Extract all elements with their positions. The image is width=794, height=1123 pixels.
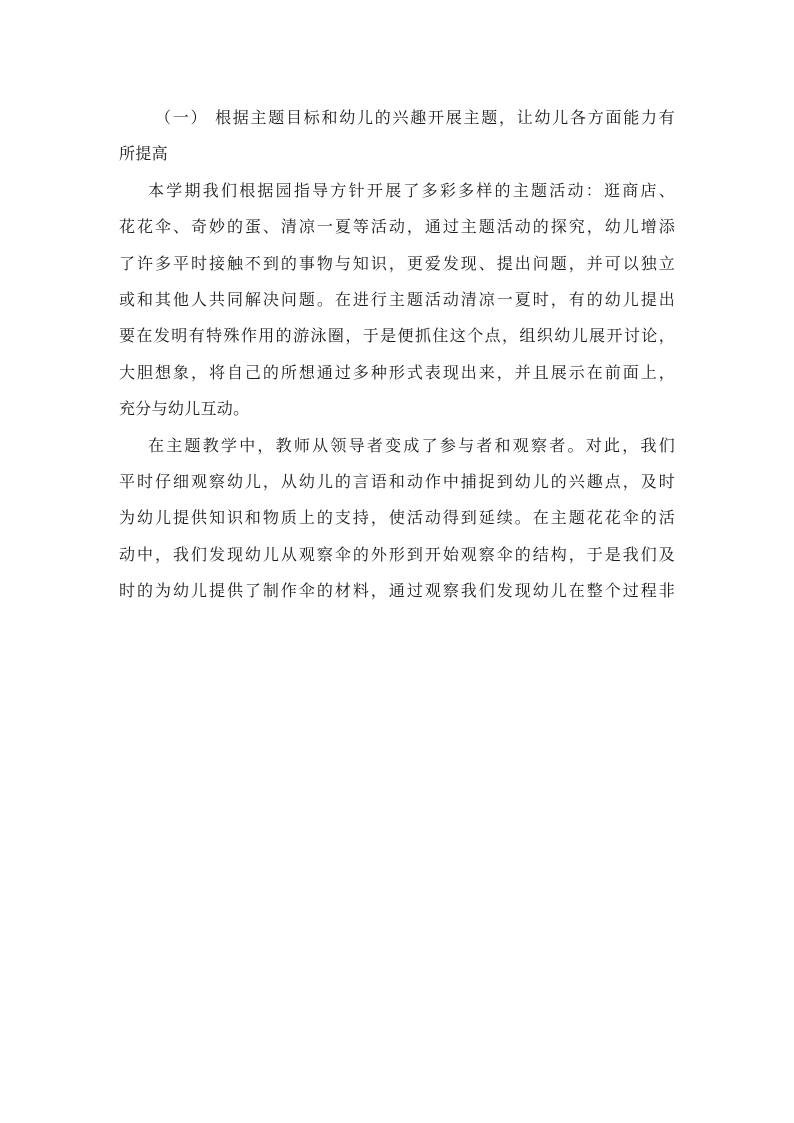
- paragraph-line: 充分与幼儿互动。: [119, 399, 250, 419]
- paragraph-line: 动中，我们发现幼儿从观察伞的外形到开始观察伞的结构，于是我们及: [119, 544, 675, 564]
- paragraph-line: 时的为幼儿提供了制作伞的材料，通过观察我们发现幼儿在整个过程非: [119, 581, 675, 601]
- paragraph-line: 要在发明有特殊作用的游泳圈，于是便抓住这个点，组织幼儿展开讨论，: [119, 326, 675, 346]
- paragraph-line: 大胆想象，将自己的所想通过多种形式表现出来，并且展示在前面上，: [119, 362, 675, 382]
- paragraph-line: 或和其他人共同解决问题。在进行主题活动清凉一夏时，有的幼儿提出: [119, 289, 675, 309]
- paragraph-line: 在主题教学中，教师从领导者变成了参与者和观察者。对此，我们: [148, 435, 675, 455]
- paragraph: [119, 173, 675, 428]
- paragraph-line: 平时仔细观察幼儿，从幼儿的言语和动作中捕捉到幼儿的兴趣点，及时: [119, 471, 675, 491]
- heading-line: （一） 根据主题目标和幼儿的兴趣开展主题，让幼儿各方面能力有: [155, 108, 675, 127]
- paragraph-line: 为幼儿提供知识和物质上的支持，使活动得到延续。在主题花花伞的活: [119, 508, 675, 528]
- paragraph: [119, 428, 675, 610]
- section-heading: [119, 100, 675, 173]
- document-body: [119, 100, 675, 609]
- paragraph-line: 花花伞、奇妙的蛋、清凉一夏等活动，通过主题活动的探究，幼儿增添: [119, 217, 675, 237]
- heading-line: 所提高: [119, 144, 168, 164]
- paragraph-line: 了许多平时接触不到的事物与知识，更爱发现、提出问题，并可以独立: [119, 253, 675, 273]
- paragraph-line: 本学期我们根据园指导方针开展了多彩多样的主题活动：逛商店、: [148, 180, 675, 200]
